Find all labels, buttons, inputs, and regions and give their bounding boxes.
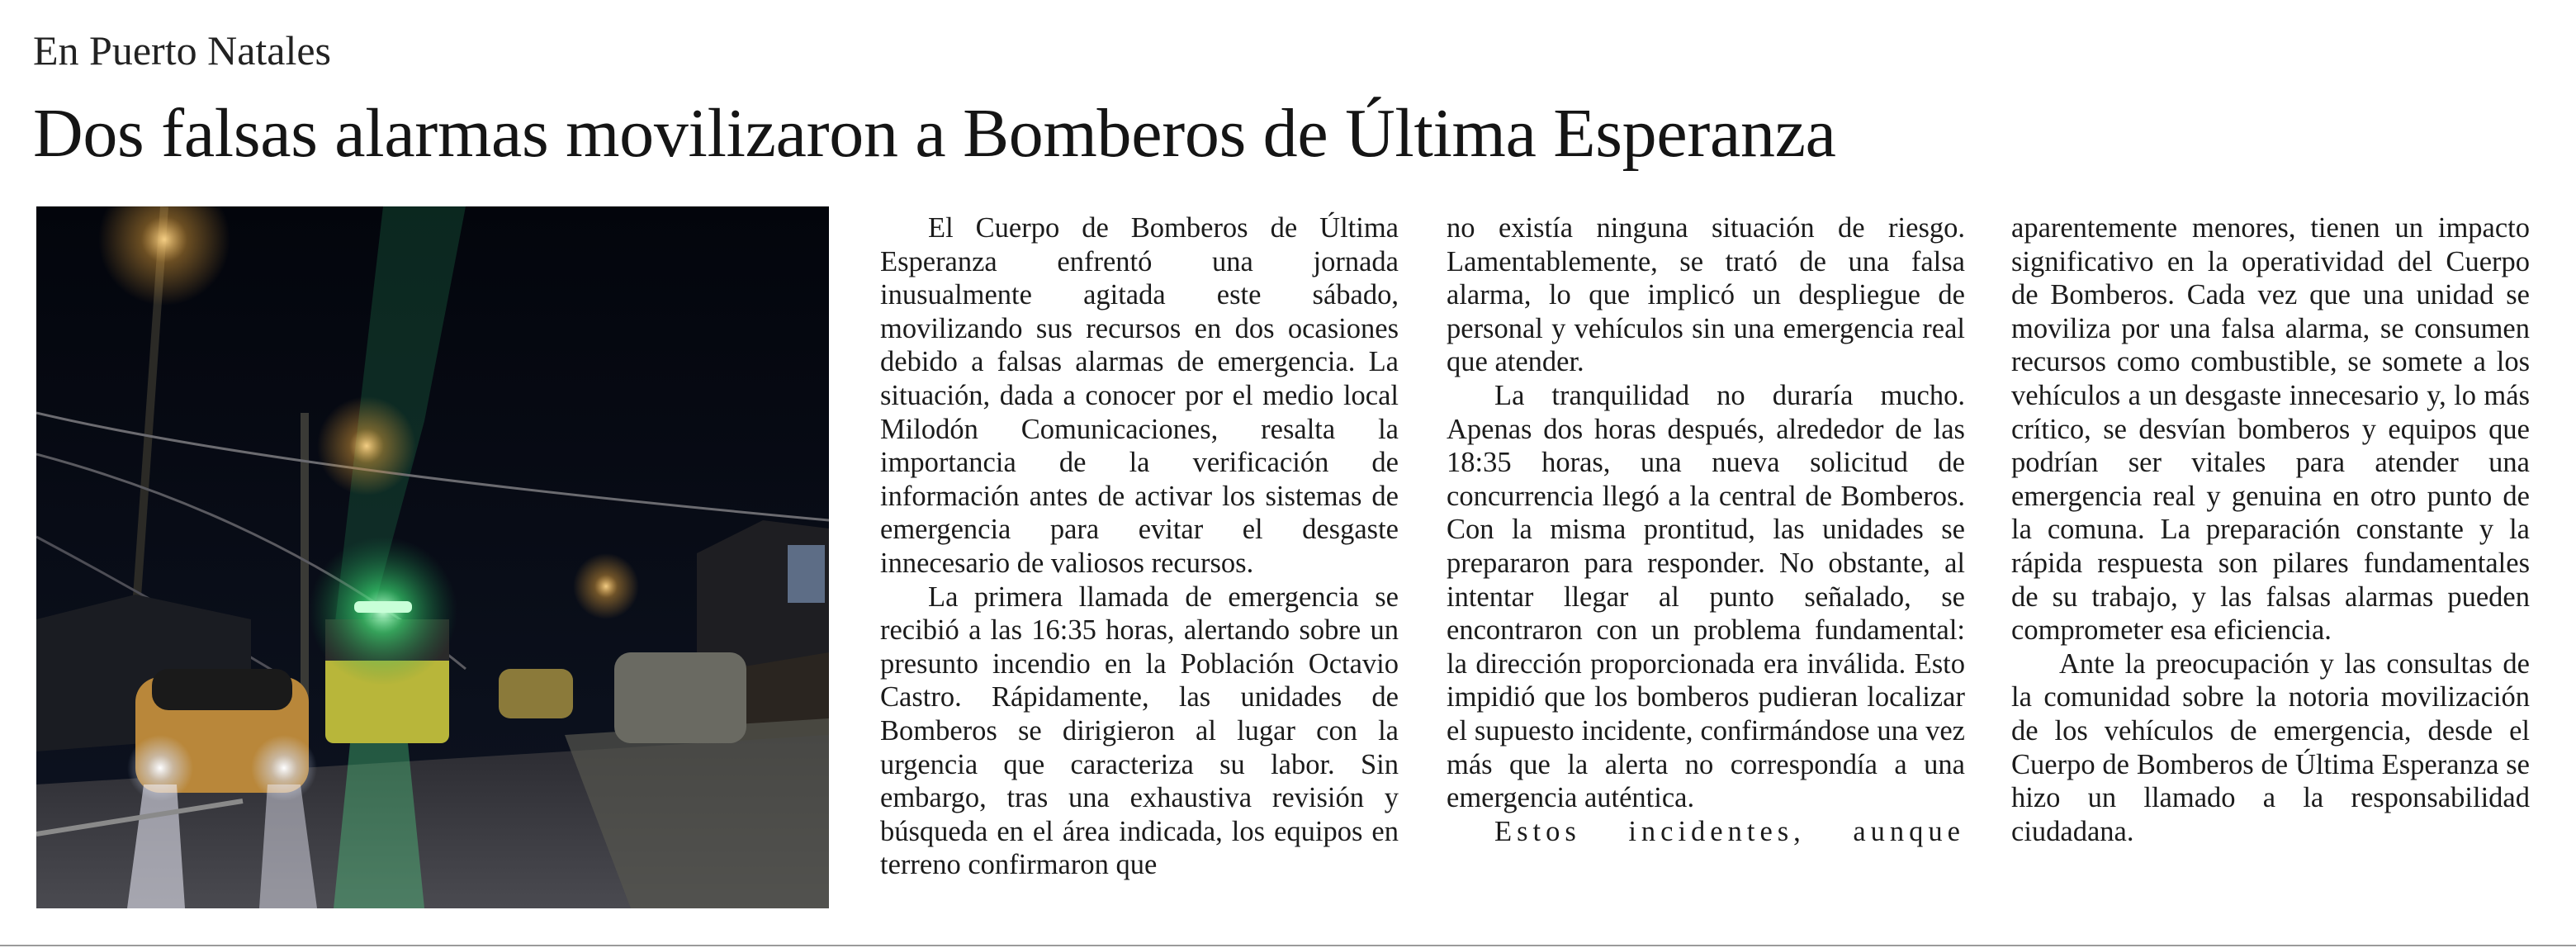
paragraph: no existía ninguna situación de riesgo. Lamentablemente, se trató de una falsa alarma, lo que implicó un despliegue de personal y vehículos sin una emergencia real que atender. (1447, 212, 1965, 378)
article-column-1 (880, 211, 1399, 922)
kicker: En Puerto Natales (33, 27, 332, 73)
paragraph-start-spaced: Estos incidentes, aunque (1494, 815, 1965, 847)
paragraph: La tranquilidad no duraría mucho. Apenas dos horas después, alrededor de las 18:35 horas, una nueva solicitud de concurrencia llegó a la central de Bomberos. Con la misma prontitud, las unidades se prepararon para responder. No obstante, al intentar llegar al punto señalado, se encontraron con un problema fundamental: la dirección proporcionada era inválida. Esto impidió que los bomberos pudieran localizar el supuesto incidente, confirmándose una vez más que la alerta no correspondía a una emergencia auténtica. (1447, 379, 1965, 814)
headline: Dos falsas alarmas movilizaron a Bomberos de Última Esperanza (33, 95, 1836, 172)
night-street-photo (36, 206, 829, 908)
bottom-rule (0, 945, 2576, 946)
paragraph (1447, 815, 1965, 849)
paragraph: La primera llamada de emergencia se recibió a las 16:35 horas, alertando sobre un presunto incendio en la Población Octavio Castro. Rápidamente, las unidades de Bomberos se dirigieron al lugar con la urgencia que caracteriza su labor. Sin embargo, tras una exhaustiva revisión y búsqueda en el área indicada, los equipos en terreno confirmaron que (880, 581, 1399, 881)
paragraph: aparentemente menores, tienen un impacto significativo en la operatividad del Cuerpo de Bomberos. Cada vez que una unidad se moviliza por una falsa alarma, se consumen recursos como combustible, se somete a los vehículos a un desgaste innecesario y, lo más crítico, se desvían bomberos y equipos que podrían ser vitales para atender una emergencia real y genuina en otro punto de la comuna. La preparación constante y la rápida respuesta son pilares fundamentales de su trabajo, y las falsas alarmas pueden comprometer esa eficiencia. (2011, 212, 2530, 647)
article-column-3 (2011, 211, 2530, 922)
article-photo (36, 206, 829, 908)
paragraph: Ante la preocupación y las consultas de la comunidad sobre la notoria movilización de los vehículos de emergencia, desde el Cuerpo de Bomberos de Última Esperanza se hizo un llamado a la responsabilidad ciudadana. (2011, 647, 2530, 847)
article-column-2 (1447, 211, 1965, 922)
paragraph: El Cuerpo de Bomberos de Última Esperanza enfrentó una jornada inusualmente agitada este sábado, movilizando sus recursos en dos ocasiones debido a falsas alarmas de emergencia. La situación, dada a conocer por el medio local Milodón Comunicaciones, resalta la importancia de la verificación de información antes de activar los sistemas de emergencia para evitar el desgaste innecesario de valiosos recursos. (880, 212, 1399, 579)
